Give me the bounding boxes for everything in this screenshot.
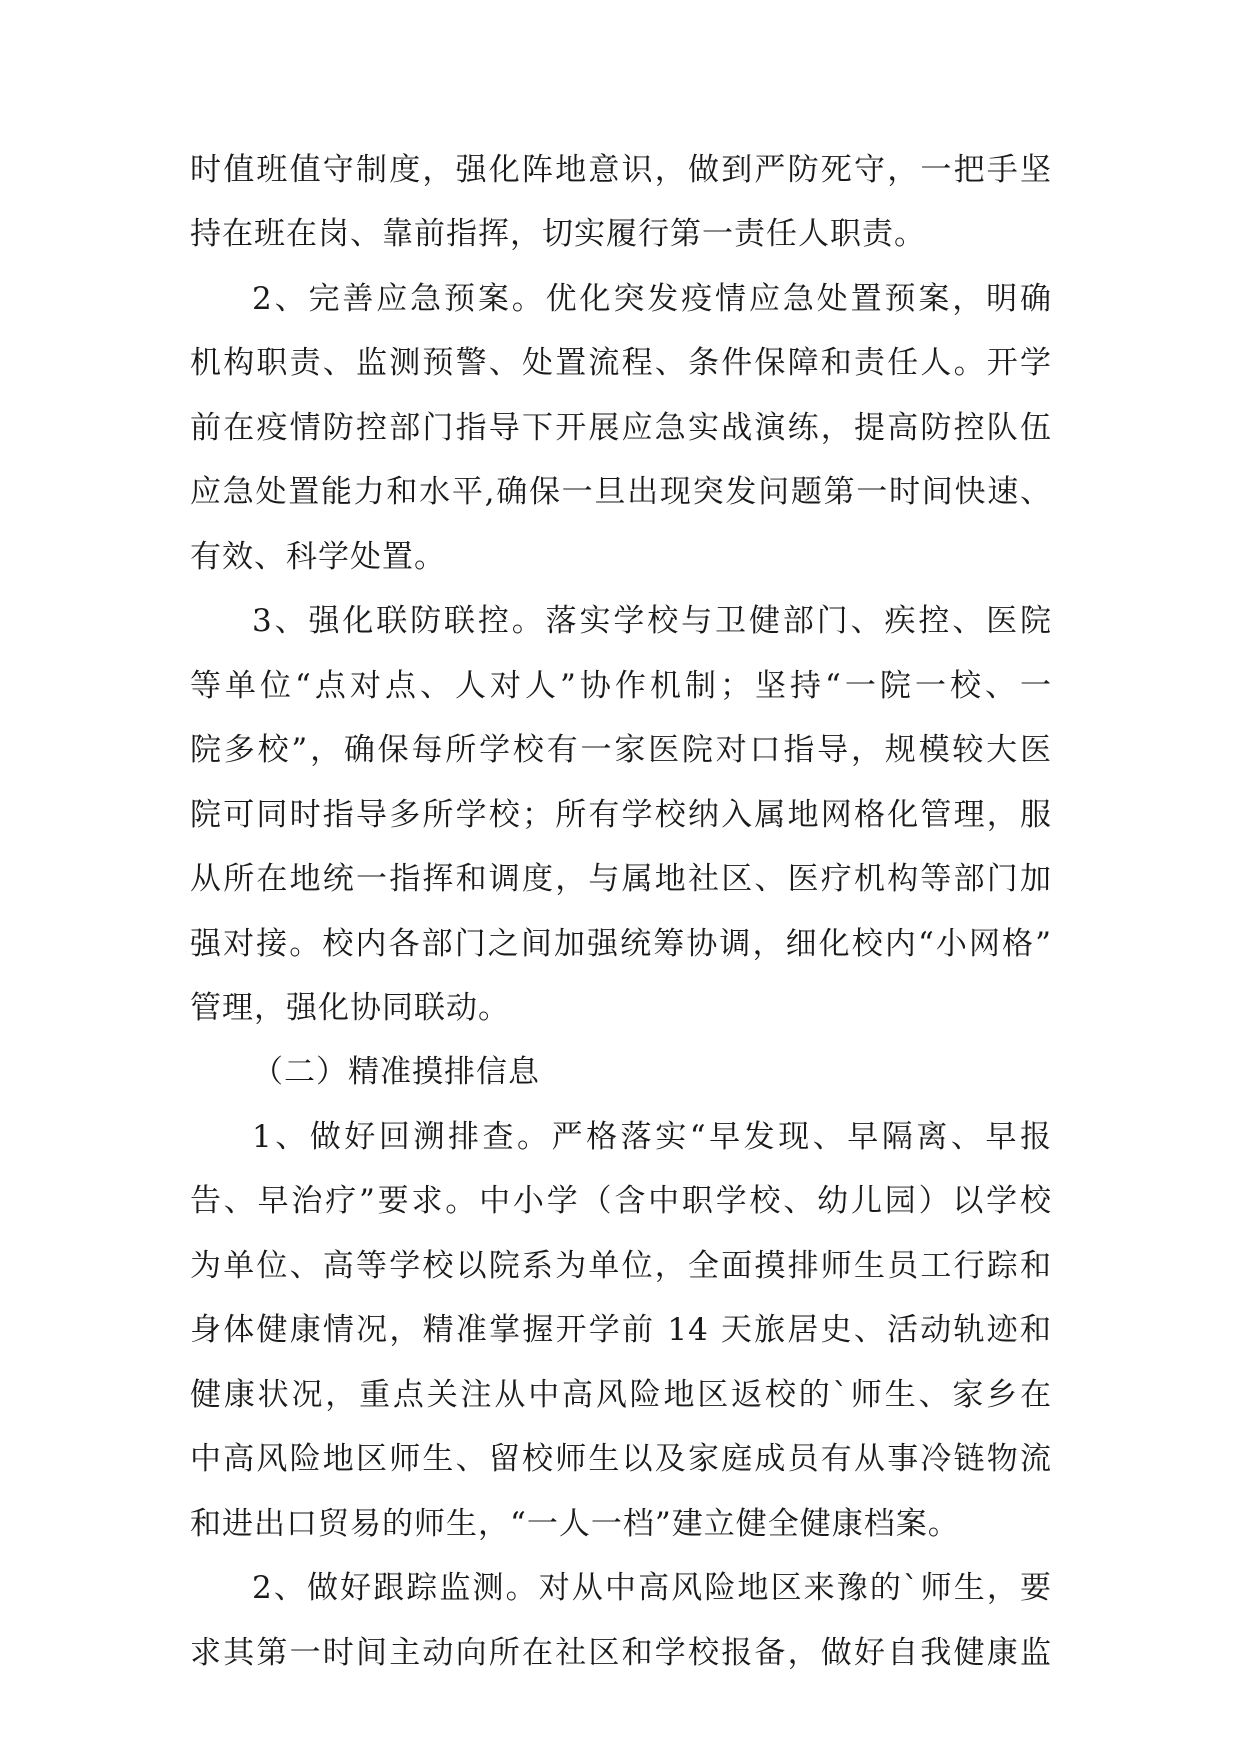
text-line-24: 求其第一时间主动向所在社区和学校报备，做好自我健康监 <box>190 1635 1052 1671</box>
text-line-9: 等单位“点对点、人对人”协作机制；坚持“一院一校、一 <box>190 668 1052 704</box>
text-line-4: 机构职责、监测预警、处置流程、条件保障和责任人。开学 <box>190 345 1052 381</box>
text-line-21: 中高风险地区师生、留校师生以及家庭成员有从事冷链物流 <box>190 1441 1052 1477</box>
text-line-18: 为单位、高等学校以院系为单位，全面摸排师生员工行踪和 <box>190 1248 1052 1284</box>
text-line-14: 管理，强化协同联动。 <box>190 990 510 1026</box>
text-line-6: 应急处置能力和水平,确保一旦出现突发问题第一时间快速、 <box>190 474 1052 510</box>
text-line-23: 2、做好跟踪监测。对从中高风险地区来豫的`师生，要 <box>252 1570 1052 1606</box>
text-line-22: 和进出口贸易的师生，“一人一档”建立健全健康档案。 <box>190 1506 960 1542</box>
section-heading: （二）精准摸排信息 <box>252 1054 540 1090</box>
text-line-19: 身体健康情况，精准掌握开学前 14 天旅居史、活动轨迹和 <box>190 1312 1052 1348</box>
text-line-10: 院多校”，确保每所学校有一家医院对口指导，规模较大医 <box>190 732 1052 768</box>
text-line-12: 从所在地统一指挥和调度，与属地社区、医疗机构等部门加 <box>190 861 1052 897</box>
text-line-1: 时值班值守制度，强化阵地意识，做到严防死守，一把手坚 <box>190 152 1052 188</box>
text-line-13: 强对接。校内各部门之间加强统筹协调，细化校内“小网格” <box>190 926 1052 962</box>
text-line-2: 持在班在岗、靠前指挥，切实履行第一责任人职责。 <box>190 216 926 252</box>
text-line-17: 告、早治疗”要求。中小学（含中职学校、幼儿园）以学校 <box>190 1183 1052 1219</box>
text-line-7: 有效、科学处置。 <box>190 539 446 575</box>
text-line-16: 1、做好回溯排查。严格落实“早发现、早隔离、早报 <box>252 1119 1052 1155</box>
text-line-5: 前在疫情防控部门指导下开展应急实战演练，提高防控队伍 <box>190 410 1052 446</box>
text-line-20: 健康状况，重点关注从中高风险地区返校的`师生、家乡在 <box>190 1377 1052 1413</box>
text-line-3: 2、完善应急预案。优化突发疫情应急处置预案，明确 <box>252 281 1052 317</box>
text-line-11: 院可同时指导多所学校；所有学校纳入属地网格化管理，服 <box>190 797 1052 833</box>
text-line-8: 3、强化联防联控。落实学校与卫健部门、疾控、医院 <box>252 603 1052 639</box>
